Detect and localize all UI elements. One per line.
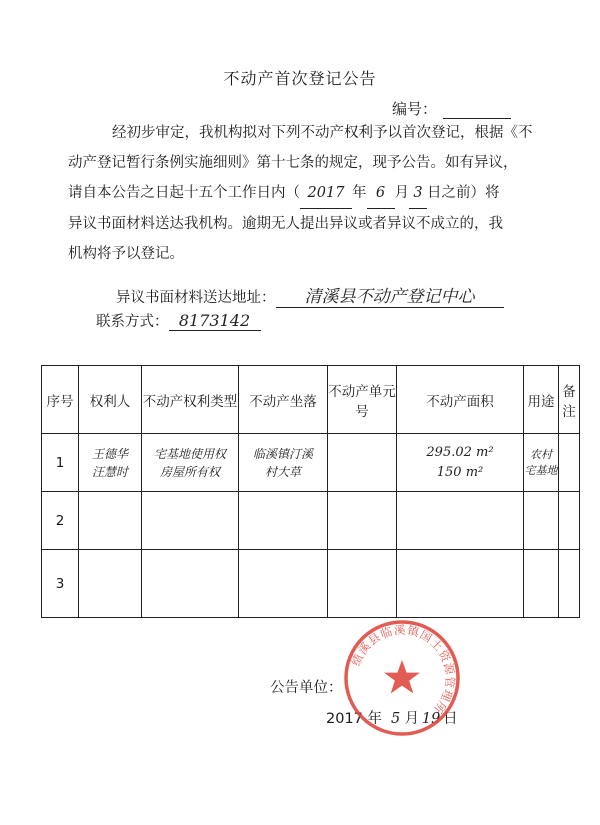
table-row (42, 550, 580, 618)
area-cell (397, 434, 524, 492)
notice-body (68, 118, 538, 269)
serial-label: 编号： (392, 100, 438, 118)
empty-cell (559, 550, 580, 618)
header-area: 不动产面积 (397, 366, 524, 434)
empty-cell (524, 492, 559, 550)
contact-label: 联系方式： (96, 314, 169, 330)
use-cell (524, 434, 559, 492)
header-use: 用途 (524, 366, 559, 434)
header-unit-no: 不动产单元号 (328, 366, 397, 434)
area-1: 295.02 m² (426, 444, 494, 460)
holder-cell (79, 434, 142, 492)
empty-cell (328, 550, 397, 618)
issuer-label: 公告单位： (270, 680, 343, 696)
issue-date-day: 19 (421, 711, 441, 727)
use-2: 宅基地 (524, 463, 558, 477)
contact-value: 8173142 (169, 311, 261, 331)
notice-line-2: 动产登记暂行条例实施细则》第十七条的规定，现予公告。如有异议， (68, 155, 518, 171)
header-right-type: 不动产权利类型 (142, 366, 239, 434)
use-1: 农村 (530, 447, 552, 461)
page-title: 不动产首次登记公告 (223, 69, 377, 88)
location-1: 临溪镇汀溪 (252, 446, 313, 461)
empty-cell (328, 492, 397, 550)
notice-line-4: 异议书面材料送达我机构。逾期无人提出异议或者异议不成立的，我 (68, 216, 503, 232)
address-row (116, 282, 504, 308)
empty-cell (142, 550, 239, 618)
header-no: 序号 (42, 366, 79, 434)
deadline-year: 2017 (300, 178, 352, 209)
header-holder: 权利人 (79, 366, 142, 434)
row-no: 2 (42, 492, 79, 550)
empty-cell (397, 492, 524, 550)
empty-cell (142, 492, 239, 550)
note-cell (559, 434, 580, 492)
empty-cell (239, 492, 328, 550)
empty-cell (79, 492, 142, 550)
notice-line-1: 经初步审定，我机构拟对下列不动产权利予以首次登记，根据《不 (112, 125, 533, 141)
table-header-row (42, 366, 580, 434)
location-2: 村大草 (264, 464, 301, 479)
issue-date-month-label: 月 (404, 711, 420, 727)
address-label: 异议书面材料送达地址： (116, 290, 276, 306)
serial-number (392, 98, 511, 119)
property-table (41, 365, 580, 618)
header-location: 不动产坐落 (239, 366, 328, 434)
holder-name-1: 王德华 (91, 446, 128, 461)
deadline-day: 3 (409, 178, 427, 209)
empty-cell (79, 550, 142, 618)
unit-no-cell (328, 434, 397, 492)
serial-blank (443, 104, 511, 119)
official-seal (342, 618, 462, 738)
table-row (42, 434, 580, 492)
empty-cell (559, 492, 580, 550)
seal-text-path: 绩溪县临溪镇国土资源管理所 (348, 622, 458, 717)
notice-line-3-text: 请自本公告之日起十五个工作日内（ (68, 185, 300, 201)
star-icon (384, 660, 420, 694)
issue-date-day-label: 日 (443, 711, 458, 727)
month-label: 月 (394, 185, 409, 201)
row-no: 3 (42, 550, 79, 618)
issue-date-month: 5 (391, 711, 401, 727)
empty-cell (524, 550, 559, 618)
empty-cell (397, 550, 524, 618)
right-type-cell (142, 434, 239, 492)
empty-cell (239, 550, 328, 618)
address-value: 清溪县不动产登记中心 (276, 282, 504, 308)
row-no: 1 (42, 434, 79, 492)
right-type-1: 宅基地使用权 (153, 446, 226, 461)
deadline-month: 6 (367, 178, 395, 209)
header-note: 备注 (559, 366, 580, 434)
area-2: 150 m² (436, 464, 484, 480)
notice-line-3 (68, 178, 538, 209)
issue-date-year: 2017 年 (326, 711, 383, 727)
notice-line-3-end: 日之前）将 (427, 185, 500, 201)
table-row (42, 492, 580, 550)
year-label: 年 (352, 185, 367, 201)
right-type-2: 房屋所有权 (159, 464, 220, 479)
holder-name-2: 汪慧时 (91, 464, 128, 479)
contact-row (96, 310, 261, 331)
notice-line-5: 机构将予以登记。 (68, 246, 184, 262)
location-cell (239, 434, 328, 492)
